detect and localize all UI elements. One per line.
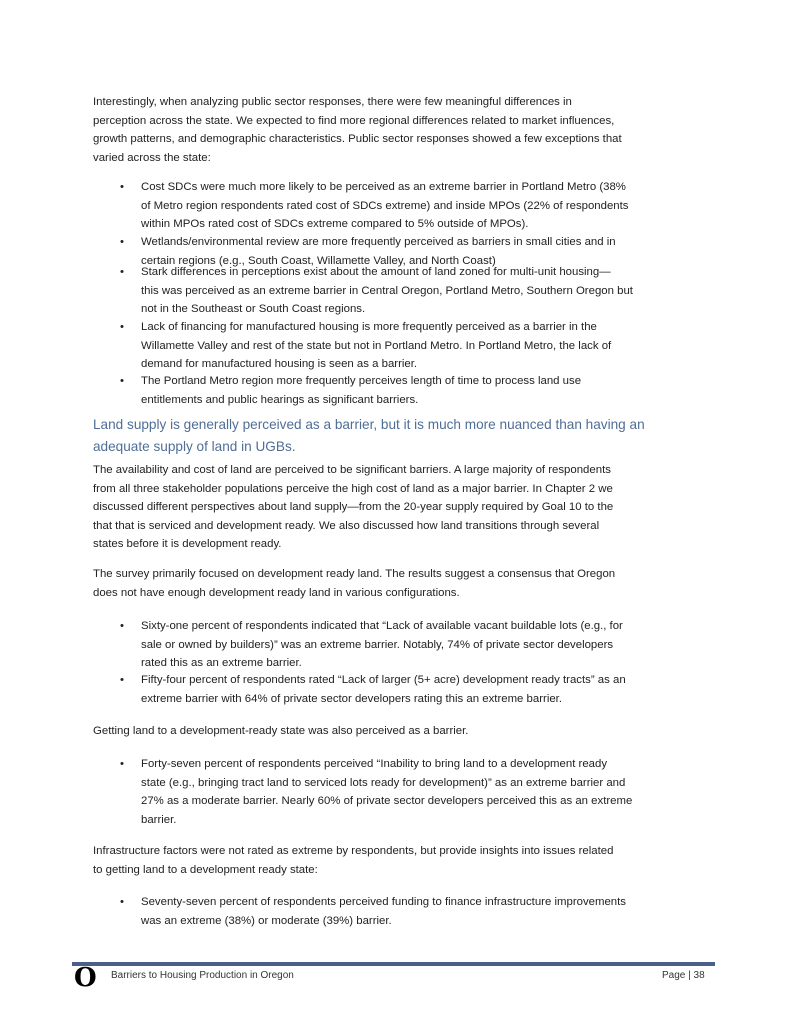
bullet-text — [141, 671, 626, 708]
text-line: discussed different perspectives about land supply—from the 20-year supply required by Goal 10 to the — [93, 501, 614, 513]
text-line: extreme barrier with 64% of private sector developers rating this an extreme barrier. — [141, 692, 563, 705]
text-line: demand for manufactured housing is seen as a barrier. — [141, 358, 418, 370]
text-line: does not have enough development ready land in various configurations. — [93, 586, 460, 599]
text-line: within MPOs rated cost of SDCs extreme compared to 5% outside of MPOs). — [141, 218, 529, 230]
paragraph — [93, 93, 708, 167]
text-line: barrier. — [141, 813, 177, 826]
text-line: The availability and cost of land are perceived to be significant barriers. A large majority of respondents — [93, 464, 611, 476]
text-line: Interestingly, when analyzing public sector responses, there were few meaningful differences in — [93, 96, 572, 108]
bullet-text — [141, 617, 623, 673]
bullet-text — [141, 372, 581, 409]
text-line: states before it is development ready. — [93, 538, 282, 550]
bullet-text — [141, 318, 611, 374]
footer-rule — [72, 962, 715, 966]
text-line: state (e.g., bringing tract land to serviced lots ready for development)” as an extreme barrier and — [141, 776, 626, 789]
paragraph — [93, 565, 708, 602]
text-line: Lack of financing for manufactured housing is more frequently perceived as a barrier in the — [141, 321, 597, 333]
text-line: The survey primarily focused on development ready land. The results suggest a consensus that Oregon — [93, 568, 616, 580]
text-line: from all three stakeholder populations perceive the high cost of land as a major barrier. In Chapter 2 we — [93, 482, 613, 495]
text-line: that that is serviced and development ready. We also discussed how land transitions through several — [93, 519, 600, 532]
section-heading — [93, 414, 645, 458]
text-line: growth patterns, and demographic characteristics. Public sector responses showed a few exceptions that — [93, 133, 622, 145]
bullet-icon: • — [120, 375, 124, 387]
text-line: varied across the state: — [93, 151, 211, 164]
text-line: to getting land to a development ready state: — [93, 863, 318, 876]
text-line: Sixty-one percent of respondents indicated that “Lack of available vacant buildable lots (e.g., for — [141, 620, 623, 632]
footer-title: Barriers to Housing Production in Oregon — [111, 970, 294, 981]
text-line: Infrastructure factors were not rated as extreme by respondents, but provide insights into issues related — [93, 845, 614, 857]
bullet-icon: • — [120, 181, 124, 193]
bullet-icon: • — [120, 321, 124, 333]
text-line: adequate supply of land in UGBs. — [93, 439, 296, 454]
text-line: certain regions (e.g., South Coast, Willamette Valley, and North Coast) — [141, 254, 496, 267]
bullet-text — [141, 178, 629, 234]
text-line: Seventy-seven percent of respondents perceived funding to finance infrastructure improvements — [141, 896, 627, 908]
bullet-icon: • — [120, 266, 124, 278]
bullet-text — [141, 263, 633, 319]
text-line: was an extreme (38%) or moderate (39%) barrier. — [141, 914, 392, 927]
text-line: Willamette Valley and rest of the state but not in Portland Metro. In Portland Metro, the lack of — [141, 339, 612, 352]
bullet-icon: • — [120, 620, 124, 632]
text-line: of Metro region respondents rated cost of SDCs extreme) and inside MPOs (22% of respondents — [141, 199, 629, 212]
text-line: Fifty-four percent of respondents rated “Lack of larger (5+ acre) development ready tracts” as an — [141, 674, 626, 686]
bullet-text — [141, 893, 626, 930]
text-line: Forty-seven percent of respondents perceived “Inability to bring land to a development ready — [141, 758, 608, 770]
bullet-icon: • — [120, 758, 124, 770]
bullet-text — [141, 755, 632, 829]
page-number: Page | 38 — [662, 970, 705, 981]
text-line: Getting land to a development-ready state was also perceived as a barrier. — [93, 725, 469, 737]
oregon-logo: O — [74, 963, 97, 993]
bullet-icon: • — [120, 236, 124, 248]
text-line: sale or owned by builders)” was an extreme barrier. Notably, 74% of private sector developers — [141, 638, 614, 651]
text-line: The Portland Metro region more frequently perceives length of time to process land use — [141, 375, 582, 387]
text-line: this was perceived as an extreme barrier in Central Oregon, Portland Metro, Southern Oregon but — [141, 284, 633, 297]
paragraph — [93, 461, 708, 554]
text-line: Wetlands/environmental review are more frequently perceived as barriers in small cities and in — [141, 236, 616, 248]
text-line: Land supply is generally perceived as a barrier, but it is much more nuanced than having an — [93, 417, 645, 432]
paragraph — [93, 722, 708, 741]
bullet-icon: • — [120, 896, 124, 908]
text-line: entitlements and public hearings as significant barriers. — [141, 393, 419, 406]
bullet-icon: • — [120, 674, 124, 686]
text-line: Cost SDCs were much more likely to be perceived as an extreme barrier in Portland Metro (38% — [141, 181, 626, 193]
text-line: Stark differences in perceptions exist about the amount of land zoned for multi-unit housing— — [141, 266, 611, 278]
text-line: 27% as a moderate barrier. Nearly 60% of private sector developers perceived this as an extreme — [141, 795, 633, 807]
text-line: not in the Southeast or South Coast regions. — [141, 303, 366, 315]
paragraph — [93, 842, 708, 879]
text-line: perception across the state. We expected to find more regional differences related to market influences, — [93, 114, 615, 127]
text-line: rated this as an extreme barrier. — [141, 657, 302, 669]
